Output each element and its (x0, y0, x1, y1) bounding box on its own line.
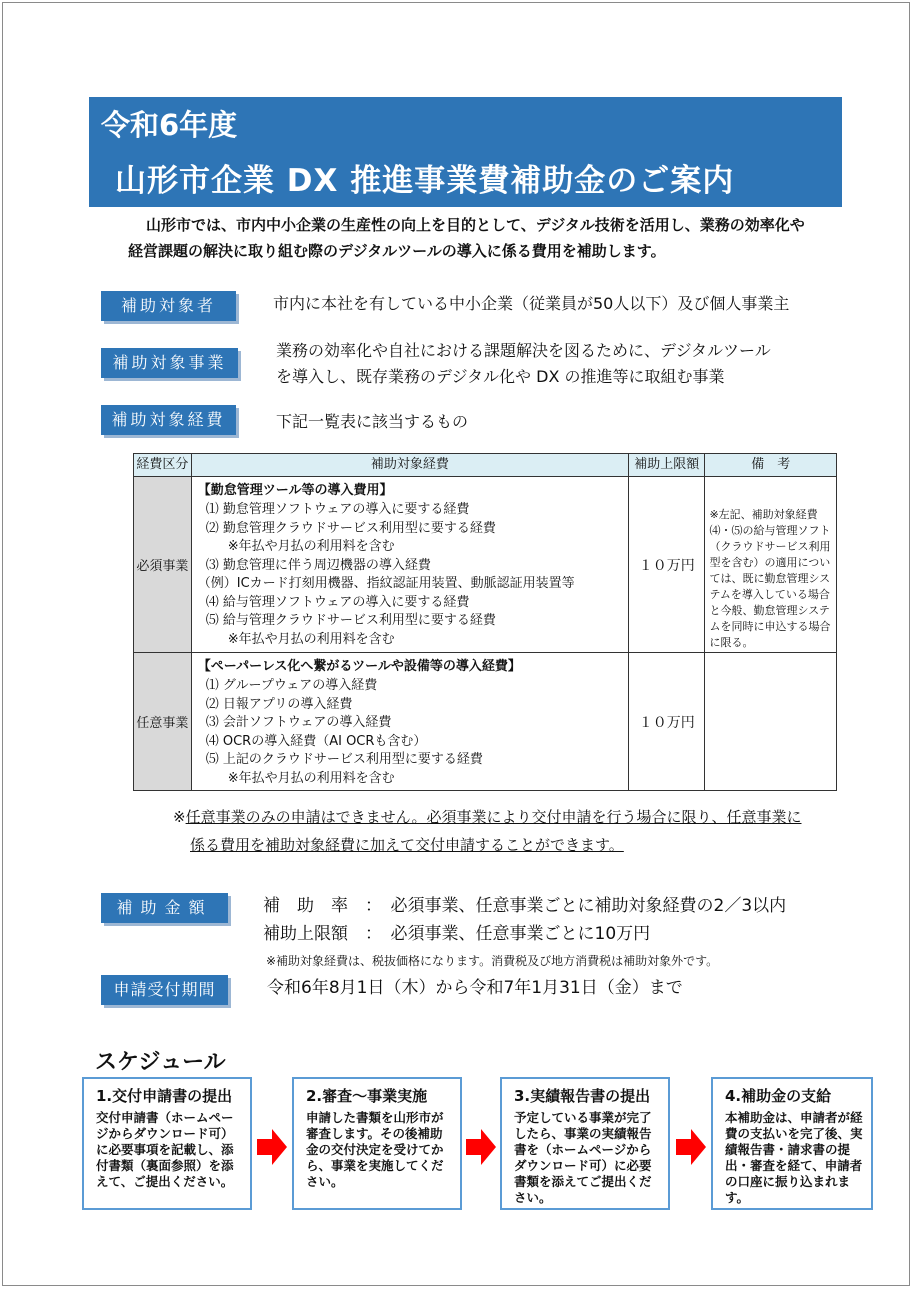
items-required (191, 477, 628, 653)
schedule-step-3 (500, 1077, 670, 1210)
project-label: 補助対象事業 (101, 348, 238, 378)
arrow-right-icon (257, 1129, 287, 1165)
note-required: ※左記、補助対象経費⑷・⑸の給与管理ソフト（クラウドサービス利用型を含む）の適用については、既に勤怠管理システムを導入している場合と今般、勤怠管理システムを同時に申込する場合に限る。 (705, 477, 837, 653)
step-body: 申請した書類を山形市が審査します。その後補助金の交付決定を受けてから、事業を実施してください。 (306, 1110, 444, 1189)
amount-label: 補助金額 (101, 893, 228, 923)
group-title-optional: 【ペーパーレス化へ繋がるツールや設備等の導入経費】 (197, 659, 521, 674)
table-row-optional (134, 653, 837, 791)
step-title: 2.審査～事業実施 (306, 1087, 428, 1105)
period-label: 申請受付期間 (101, 975, 228, 1005)
table-footnote (173, 803, 801, 859)
list-item: ⑴ 勤怠管理ソフトウェアの導入に要する経費 (205, 502, 470, 517)
project-value-line-2: を導入し、既存業務のデジタル化や DX の推進等に取組む事業 (276, 367, 725, 386)
header-limit: 補助上限額 (629, 454, 705, 477)
items-optional (191, 653, 628, 791)
intro-line-2: 経営課題の解決に取り組む際のデジタルツールの導入に係る費用を補助します。 (128, 242, 666, 260)
footnote-mark: ※ (173, 808, 186, 826)
intro-text (116, 212, 836, 264)
project-value-line-1: 業務の効率化や自社における課題解決を図るために、デジタルツール (276, 341, 771, 360)
arrow-right-icon (466, 1129, 496, 1165)
amount-rate: 補 助 率 ： 必須事業、任意事業ごとに補助対象経費の2／3以内 (263, 896, 787, 916)
list-item: ※年払や月払の利用料を含む (227, 631, 395, 647)
list-item: ※年払や月払の利用料を含む (227, 539, 395, 554)
schedule-title: スケジュール (95, 1050, 226, 1075)
expense-label: 補助対象経費 (101, 405, 236, 435)
table-row-required (134, 477, 837, 653)
list-item: ⑶ 勤怠管理に伴う周辺機器の導入経費 (205, 557, 431, 573)
header-category: 経費区分 (134, 454, 192, 477)
list-item: ※年払や月払の利用料を含む (227, 770, 395, 786)
schedule-step-2 (292, 1077, 462, 1210)
list-item: ⑵ 日報アプリの導入経費 (205, 696, 353, 712)
step-title: 4.補助金の支給 (725, 1087, 832, 1105)
amount-values (263, 892, 786, 948)
step-body: 予定している事業が完了したら、事業の実績報告書を（ホームページからダウンロード可）に必要書類を添えてご提出ください。 (514, 1110, 652, 1205)
period-value: 令和6年8月1日（木）から令和7年1月31日（金）まで (267, 978, 683, 998)
list-item: ⑸ 給与管理クラウドサービス利用型に要する経費 (205, 613, 496, 628)
footnote-line-2: 係る費用を補助対象経費に加えて交付申請することができます。 (190, 836, 624, 854)
title-banner (89, 97, 842, 207)
project-value (276, 338, 771, 390)
category-required: 必須事業 (134, 477, 192, 653)
step-body: 交付申請書（ホームページからダウンロード可）に必要事項を記載し、添付書類（裏面参照）を添えて、ご提出ください。 (96, 1110, 234, 1189)
group-title-required: 【勤怠管理ツール等の導入費用】 (197, 483, 393, 498)
expense-table (133, 453, 837, 791)
note-optional (705, 653, 837, 791)
category-optional: 任意事業 (134, 653, 192, 791)
list-item: （例）ICカード打刻用機器、指紋認証用装置、動脈認証用装置等 (197, 576, 575, 591)
header-expense: 補助対象経費 (191, 454, 628, 477)
schedule-step-1 (82, 1077, 252, 1210)
page-title: 山形市企業 DX 推進事業費補助金のご案内 (115, 163, 735, 199)
intro-line-1: 山形市では、市内中小企業の生産性の向上を目的として、デジタル技術を活用し、業務の効率化や (146, 216, 805, 234)
footnote-line-1: 任意事業のみの申請はできません。必須事業により交付申請を行う場合に限り、任意事業に (185, 808, 802, 826)
list-item: ⑶ 会計ソフトウェアの導入経費 (205, 715, 392, 730)
table-header-row (134, 454, 837, 477)
schedule-step-4 (711, 1077, 873, 1210)
arrow-right-icon (676, 1129, 706, 1165)
step-body: 本補助金は、申請者が経費の支払いを完了後、実績報告書・請求書の提出・審査を経て、申請者の口座に振り込まれます。 (725, 1110, 863, 1205)
amount-note: ※補助対象経費は、税抜価格になります。消費税及び地方消費税は補助対象外です。 (266, 954, 719, 968)
title-year: 令和6年度 (101, 108, 238, 142)
amount-cap: 補助上限額 ： 必須事業、任意事業ごとに10万円 (263, 924, 651, 944)
list-item: ⑸ 上記のクラウドサービス利用型に要する経費 (205, 752, 483, 767)
step-title: 1.交付申請書の提出 (96, 1087, 233, 1105)
step-title: 3.実績報告書の提出 (514, 1087, 651, 1105)
list-item: ⑷ 給与管理ソフトウェアの導入に要する経費 (205, 594, 470, 610)
limit-required: １０万円 (629, 477, 705, 653)
list-item: ⑷ OCRの導入経費（AI OCRも含む） (205, 733, 427, 749)
header-note: 備 考 (705, 454, 837, 477)
list-item: ⑴ グループウェアの導入経費 (205, 678, 378, 693)
target-value: 市内に本社を有している中小企業（従業員が50人以下）及び個人事業主 (273, 294, 790, 313)
expense-value: 下記一覧表に該当するもの (276, 412, 469, 431)
limit-optional: １０万円 (629, 653, 705, 791)
target-label: 補助対象者 (101, 291, 236, 321)
list-item: ⑵ 勤怠管理クラウドサービス利用型に要する経費 (205, 520, 496, 536)
